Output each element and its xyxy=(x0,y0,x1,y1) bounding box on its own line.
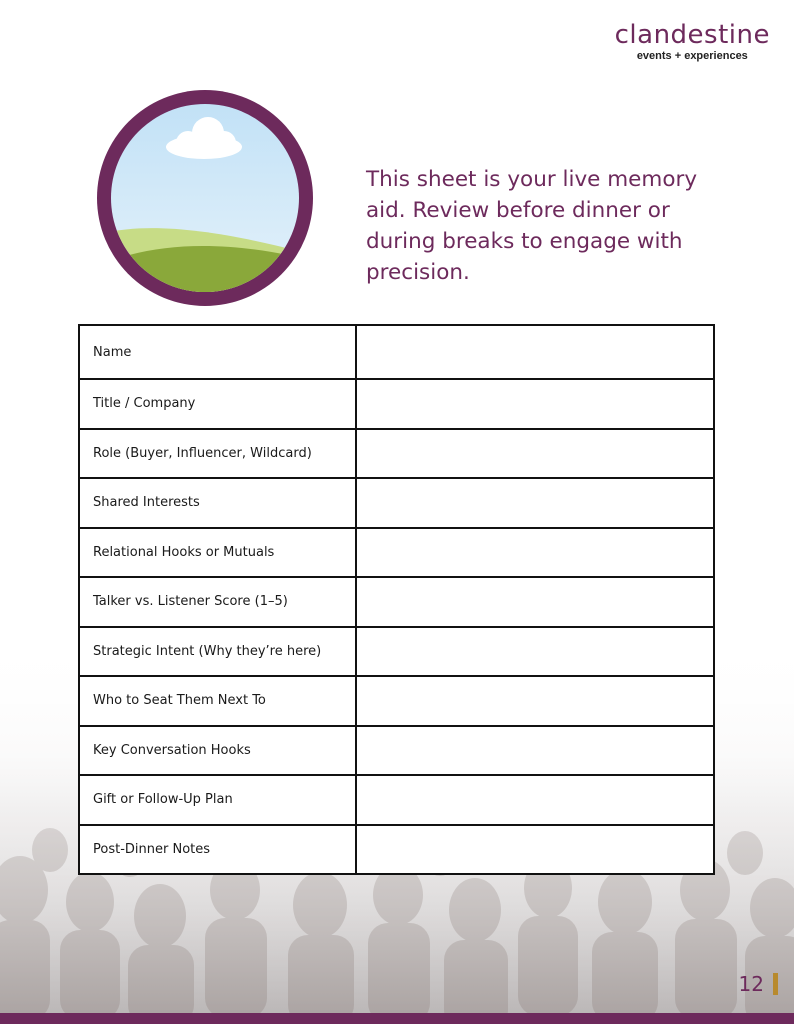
footer-strip xyxy=(0,1013,794,1024)
row-label: Strategic Intent (Why they’re here) xyxy=(79,627,356,677)
landscape-circle-illustration xyxy=(96,89,314,307)
brand-tagline: events + experiences xyxy=(636,50,748,62)
table-row xyxy=(79,726,714,776)
row-label: Name xyxy=(79,325,356,379)
page-number: 12 xyxy=(738,972,764,996)
row-label: Who to Seat Them Next To xyxy=(79,676,356,726)
row-label: Title / Company xyxy=(79,379,356,429)
row-value-field[interactable] xyxy=(356,379,714,429)
row-value-field[interactable] xyxy=(356,627,714,677)
row-value-field[interactable] xyxy=(356,775,714,825)
table-row xyxy=(79,429,714,479)
table-row xyxy=(79,775,714,825)
row-label: Gift or Follow-Up Plan xyxy=(79,775,356,825)
row-label: Post-Dinner Notes xyxy=(79,825,356,875)
memory-aid-table xyxy=(78,324,715,875)
row-value-field[interactable] xyxy=(356,325,714,379)
row-value-field[interactable] xyxy=(356,528,714,578)
row-label: Key Conversation Hooks xyxy=(79,726,356,776)
table-row xyxy=(79,379,714,429)
row-value-field[interactable] xyxy=(356,825,714,875)
table-row xyxy=(79,528,714,578)
row-label: Role (Buyer, Influencer, Wildcard) xyxy=(79,429,356,479)
brand-name: clandestine xyxy=(614,20,770,50)
table-row xyxy=(79,325,714,379)
row-label: Shared Interests xyxy=(79,478,356,528)
table-row xyxy=(79,577,714,627)
row-label: Talker vs. Listener Score (1–5) xyxy=(79,577,356,627)
brand-logo xyxy=(615,20,770,62)
table-row xyxy=(79,676,714,726)
row-value-field[interactable] xyxy=(356,478,714,528)
intro-text: This sheet is your live memory aid. Review before dinner or during breaks to engage with precision. xyxy=(366,167,698,285)
row-value-field[interactable] xyxy=(356,577,714,627)
row-value-field[interactable] xyxy=(356,726,714,776)
table-row xyxy=(79,478,714,528)
row-label: Relational Hooks or Mutuals xyxy=(79,528,356,578)
table-row xyxy=(79,825,714,875)
row-value-field[interactable] xyxy=(356,676,714,726)
page-number-accent-bar xyxy=(773,973,778,995)
table-row xyxy=(79,627,714,677)
row-value-field[interactable] xyxy=(356,429,714,479)
